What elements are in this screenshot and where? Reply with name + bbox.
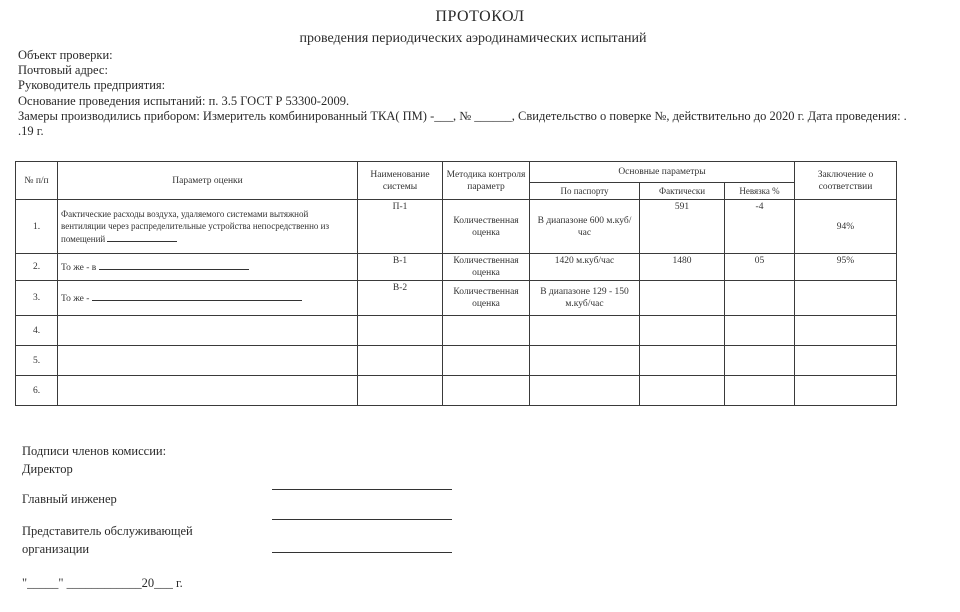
row-param-text: То же - в (61, 263, 97, 273)
row-num: 4. (16, 316, 58, 346)
col-num-header: № п/п (16, 162, 58, 200)
row-method (443, 316, 530, 346)
meta-head: Руководитель предприятия: (18, 78, 166, 93)
signature-date: "_____" ____________20___ г. (22, 576, 183, 590)
row-system (358, 346, 443, 376)
row-method: Количественная оценка (443, 281, 530, 316)
row-actual: 1480 (640, 254, 725, 281)
col-param-header: Параметр оценки (58, 162, 358, 200)
table-row (16, 316, 897, 346)
row-param (58, 281, 358, 316)
meta-block (18, 48, 918, 139)
signature-director: Директор (22, 462, 73, 476)
row-passport (530, 316, 640, 346)
row-conclusion (795, 281, 897, 316)
row-actual (640, 346, 725, 376)
row-deviation (725, 316, 795, 346)
row-conclusion (795, 376, 897, 406)
row-passport: В диапазоне 600 м.куб/час (530, 200, 640, 254)
row-param (58, 254, 358, 281)
row-system: В-2 (358, 281, 443, 316)
row-deviation (725, 346, 795, 376)
signature-line-representative (272, 552, 452, 553)
row-actual (640, 376, 725, 406)
row-param-text: Фактические расходы воздуха, удаляемого системами вытяжной вентиляции через распределительные устройства непосредственно из помещений (61, 209, 330, 244)
test-table (15, 161, 897, 406)
row-deviation (725, 376, 795, 406)
document-title: ПРОТОКОЛ (435, 8, 525, 25)
row-param (58, 200, 358, 254)
col-method-header: Методика контроля параметр (443, 162, 530, 200)
row-method: Количественная оценка (443, 254, 530, 281)
row-actual (640, 281, 725, 316)
row-conclusion: 95% (795, 254, 897, 281)
blank-line (107, 232, 177, 242)
meta-measurements: Замеры производились прибором: Измеритель комбинированный ТКА( ПМ) -___, № ______, Свидетельство о поверке №, действительно до 2020 г. Дата проведения: . .19 г. (18, 108, 907, 139)
table-row (16, 281, 897, 316)
table-row (16, 254, 897, 281)
table-header-row (16, 162, 897, 183)
row-deviation (725, 281, 795, 316)
row-passport: В диапазоне 129 - 150 м.куб/час (530, 281, 640, 316)
meta-basis: Основание проведения испытаний: п. 3.5 ГОСТ Р 53300-2009. (18, 93, 350, 108)
row-conclusion (795, 346, 897, 376)
row-actual: 591 (640, 200, 725, 254)
row-actual (640, 316, 725, 346)
meta-object: Объект проверки: (18, 48, 113, 62)
row-num: 1. (16, 200, 58, 254)
signature-line-engineer (272, 519, 452, 520)
signature-line-director (272, 489, 452, 490)
col-deviation-header: Невязка % (725, 183, 795, 200)
signatures-caption: Подписи членов комиссии: (22, 444, 167, 458)
col-passport-header: По паспорту (530, 183, 640, 200)
row-system (358, 316, 443, 346)
row-system: П-1 (358, 200, 443, 254)
blank-line (99, 260, 249, 270)
row-num: 6. (16, 376, 58, 406)
col-actual-header: Фактически (640, 183, 725, 200)
row-num: 2. (16, 254, 58, 281)
document-subtitle: проведения периодических аэродинамических испытаний (299, 31, 647, 46)
signature-chief-engineer: Главный инженер (22, 492, 117, 506)
row-param (58, 346, 358, 376)
table-row (16, 200, 897, 254)
row-param (58, 316, 358, 346)
blank-line (92, 291, 302, 301)
col-system-header: Наименование системы (358, 162, 443, 200)
row-deviation: -4 (725, 200, 795, 254)
table-row (16, 376, 897, 406)
col-main-header: Основные параметры (530, 162, 795, 183)
row-method (443, 346, 530, 376)
row-param-text: То же - (61, 294, 90, 304)
meta-address: Почтовый адрес: (18, 63, 108, 78)
signature-representative-org: организации (22, 542, 90, 556)
row-num: 5. (16, 346, 58, 376)
row-passport (530, 346, 640, 376)
row-system (358, 376, 443, 406)
signature-representative: Представитель обслуживающей (22, 524, 193, 538)
row-conclusion: 94% (795, 200, 897, 254)
row-method (443, 376, 530, 406)
row-num: 3. (16, 281, 58, 316)
col-conclusion-header: Заключение о соответствии (795, 162, 897, 200)
row-method: Количественная оценка (443, 200, 530, 254)
row-passport (530, 376, 640, 406)
row-conclusion (795, 316, 897, 346)
row-system: В-1 (358, 254, 443, 281)
table-row (16, 346, 897, 376)
row-deviation: 05 (725, 254, 795, 281)
row-passport: 1420 м.куб/час (530, 254, 640, 281)
row-param (58, 376, 358, 406)
